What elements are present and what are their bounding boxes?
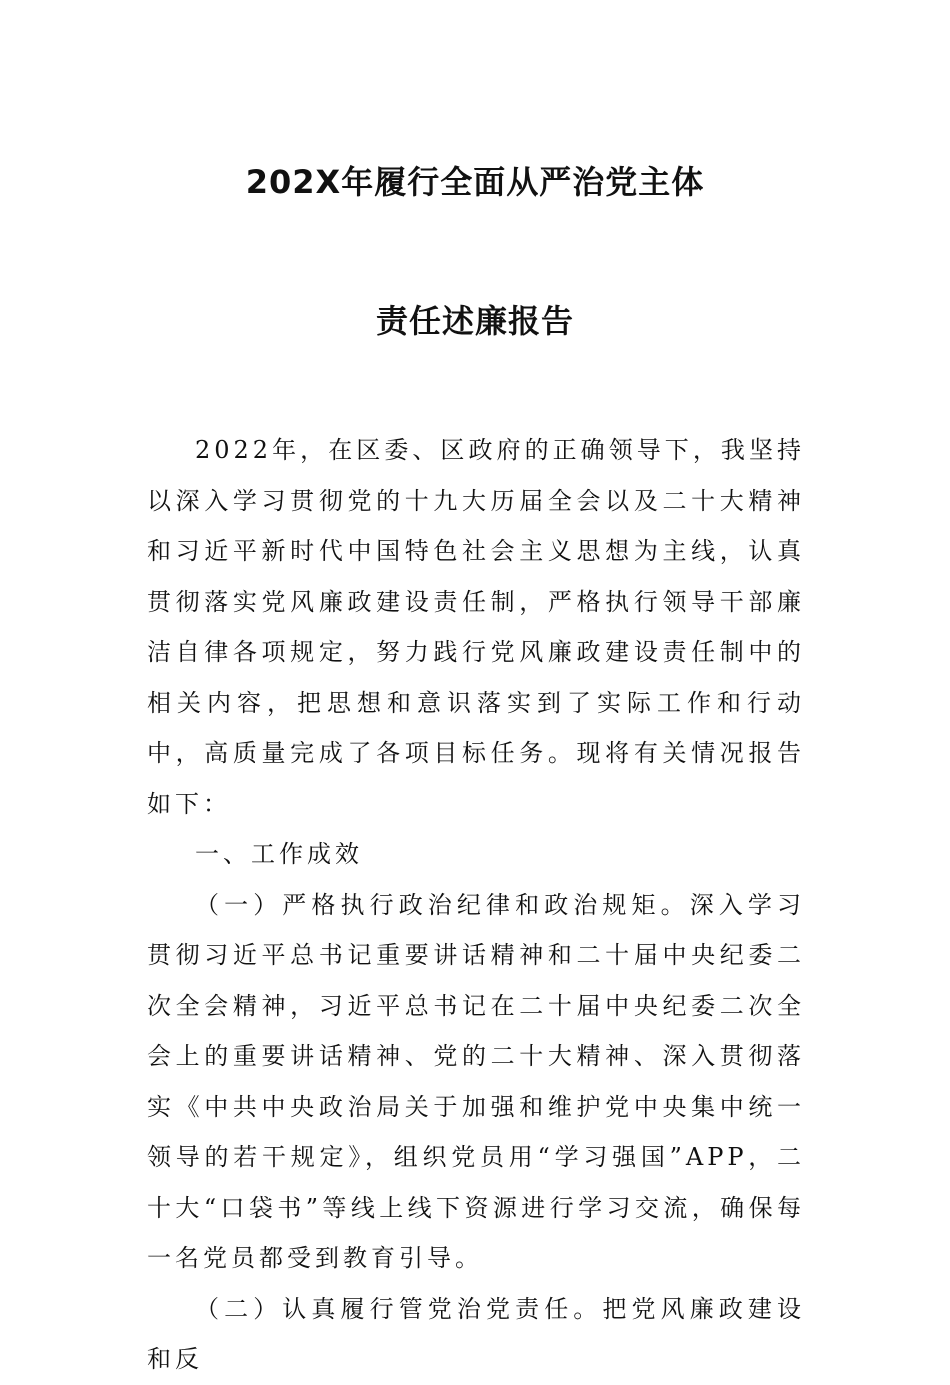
paragraph-political-discipline: （一）严格执行政治纪律和政治规矩。深入学习贯彻习近平总书记重要讲话精神和二十届中央纪委二次全会精神，习近平总书记在二十届中央纪委二次全会上的重要讲话精神、党的二十大精神、深入贯彻落实《中共中央政治局关于加强和维护党中央集中统一领导的若干规定》，组织党员用“学习强国”APP，二十大“口袋书”等线上线下资源进行学习交流，确保每一名党员都受到教育引导。 bbox=[147, 890, 805, 1272]
paragraph-intro: 2022年，在区委、区政府的正确领导下，我坚持以深入学习贯彻党的十九大历届全会以及二十大精神和习近平新时代中国特色社会主义思想为主线，认真贯彻落实党风廉政建设责任制，严格执行领导干部廉洁自律各项规定，努力践行党风廉政建设责任制中的相关内容，把思想和意识落实到了实际工作和行动中，高质量完成了各项目标任务。现将有关情况报告如下： bbox=[147, 436, 805, 818]
document-title-line-1: 202X年履行全面从严治党主体 bbox=[245, 163, 705, 201]
paragraph-party-governance: （二）认真履行管党治党责任。把党风廉政建设和反 bbox=[147, 1294, 805, 1373]
document-body bbox=[147, 425, 805, 1385]
section-heading-work-results: 一、工作成效 bbox=[195, 840, 363, 868]
document-title-line-2: 责任述廉报告 bbox=[375, 302, 574, 340]
